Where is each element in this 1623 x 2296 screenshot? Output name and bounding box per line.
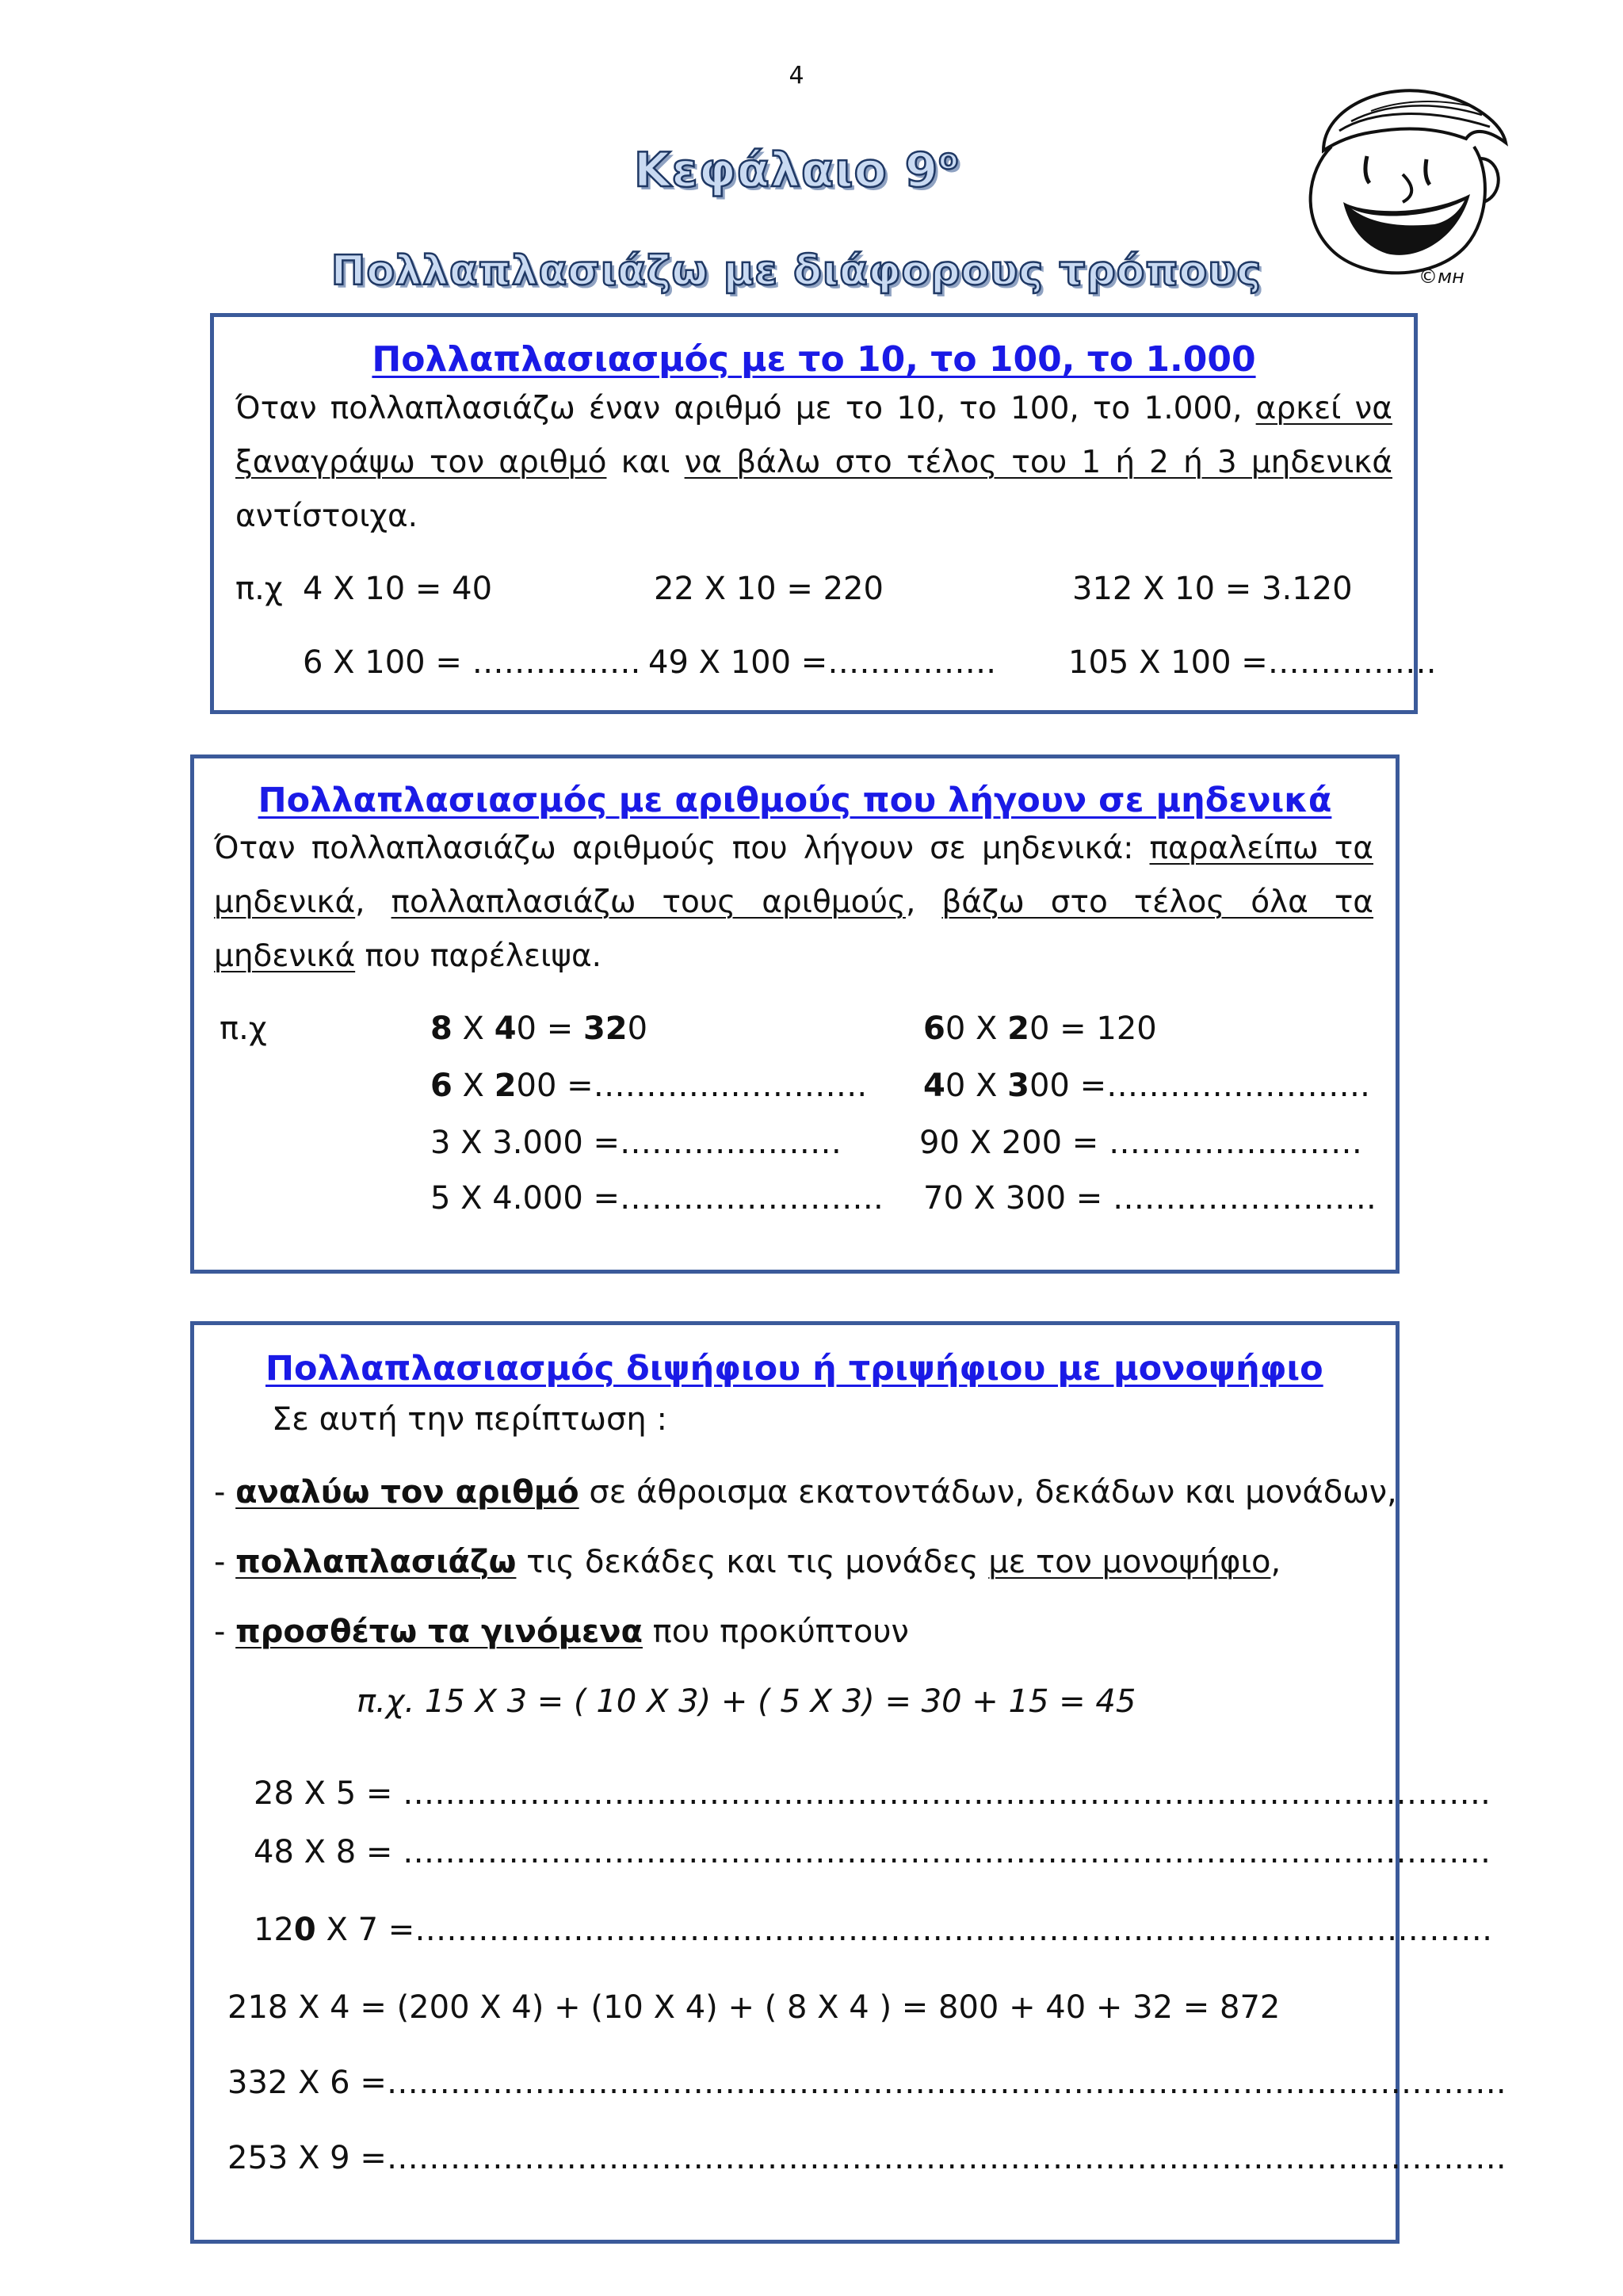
section3-step: [214, 1544, 1281, 1580]
section1-rule-text: [235, 382, 1392, 544]
plain-part: 0 = 120: [1029, 1010, 1157, 1047]
section2-exercise: [923, 1068, 1370, 1104]
section1-example: 22 X 10 = 220: [654, 571, 884, 607]
section2-text-part: που παρέλειψα.: [355, 938, 602, 974]
section3-example: π.χ. 15 X 3 = ( 10 X 3) + ( 5 X 3) = 30 + 15 = 45: [357, 1683, 1136, 1720]
chapter-superscript: ο: [938, 143, 960, 176]
bold-digit: 4: [494, 1010, 517, 1047]
section2-exercise: 3 X 3.000 =…………………: [430, 1125, 842, 1161]
section-multiply-numbers-ending-in-zeros: [190, 755, 1400, 1274]
page-number: 4: [789, 62, 804, 90]
plain-part: X: [452, 1010, 495, 1047]
section2-exercise: 70 X 300 = …………………….: [923, 1180, 1377, 1217]
plain-part: 0 X: [945, 1010, 1008, 1047]
section2-rule-text: [214, 822, 1373, 984]
section-multiply-two-three-digit-by-one-digit: [190, 1321, 1507, 2244]
section2-exercise: 5 X 4.000 =…………………….: [430, 1180, 884, 1217]
underlined-part: με τον μονοψήφιο: [988, 1544, 1271, 1580]
bold-underlined-part: πολλαπλασιάζω: [235, 1544, 517, 1580]
section2-eg-label: π.χ: [220, 1010, 267, 1047]
section1-exercise: 6 X 100 = …………….: [303, 644, 641, 681]
section2-example: [923, 1010, 1157, 1047]
plain-part: 00 =………….………….: [516, 1068, 868, 1104]
cartoon-face-illustration: [1276, 83, 1514, 289]
plain-part: τις δεκάδες και τις μονάδες: [516, 1544, 989, 1580]
signature-mark: ©мн: [1419, 266, 1465, 288]
section1-text-part: Όταν πολλαπλασιάζω έναν αριθμό με το 10, το 100, το 1.000,: [235, 391, 1256, 426]
bold-digit: 4: [923, 1068, 945, 1104]
section2-text-part: Όταν πολλαπλασιάζω αριθμούς που λήγουν σε μηδενικά:: [214, 831, 1150, 866]
plain-part: 0: [627, 1010, 648, 1047]
section3-exercise: 28 X 5 = ………………………………………………………………………………………….: [254, 1775, 1491, 1812]
bold-digit: 3: [1007, 1068, 1029, 1104]
plain-part: X 7 =…………………………………………………………………………………………: [315, 1912, 1493, 1948]
section3-exercise: [254, 1912, 1492, 1948]
section2-example: [430, 1010, 647, 1047]
dash: -: [214, 1474, 236, 1511]
chapter-subtitle: Πολλαπλασιάζω με διάφορους τρόπους: [330, 247, 1262, 295]
section2-text-part: ,: [355, 884, 391, 920]
bold-digit: 2: [494, 1068, 517, 1104]
plain-part: X: [452, 1068, 495, 1104]
bold-digit: 6: [923, 1010, 945, 1047]
section2-underlined-part: βάζω στο τέλος όλα τα μηδενικά: [214, 884, 1374, 974]
section3-step: [214, 1474, 1397, 1511]
plain-part: 00 =…………………….: [1029, 1068, 1370, 1104]
section1-underlined-part: να βάλω στο τέλος του 1 ή 2 ή 3 μηδενικά: [684, 445, 1393, 480]
plain-part: 12: [254, 1912, 294, 1948]
dash: -: [214, 1614, 236, 1650]
section3-worked-example: 218 X 4 = (200 X 4) + (10 X 4) + ( 8 X 4 ) = 800 + 40 + 32 = 872: [227, 1989, 1281, 2026]
section1-exercise: 105 X 100 =…………….: [1068, 644, 1437, 681]
bold-underlined-part: προσθέτω τα γινόμενα: [235, 1614, 643, 1650]
section1-exercise: 49 X 100 =…………….: [648, 644, 997, 681]
section3-exercise: 253 X 9 =…………………………………………………………………………………………….: [227, 2140, 1507, 2176]
section-multiply-by-10-100-1000: [210, 313, 1437, 714]
plain-part: ,: [1270, 1544, 1281, 1580]
section3-exercise: 332 X 6 =…………………………………………………………………………………………….: [227, 2065, 1507, 2101]
section1-example: 312 X 10 = 3.120: [1072, 571, 1353, 607]
section2-underlined-part: πολλαπλασιάζω τους αριθμούς: [391, 884, 906, 920]
section2-text-part: ,: [905, 884, 942, 920]
dash: -: [214, 1544, 236, 1580]
section1-example: 4 X 10 = 40: [303, 571, 493, 607]
section1-heading: Πολλαπλασιασμός με το 10, το 100, το 1.000: [372, 339, 1256, 380]
section2-exercise: [430, 1068, 867, 1104]
section3-heading: Πολλαπλασιασμός διψήφιου ή τριψήφιου με μονοψήφιο: [265, 1349, 1323, 1389]
bold-digit: 2: [1007, 1010, 1029, 1047]
section1-text-part: αντίστοιχα.: [235, 499, 418, 534]
section3-step: [214, 1614, 909, 1650]
bold-digit: 6: [430, 1068, 453, 1104]
bold-underlined-part: αναλύω τον αριθμό: [235, 1474, 579, 1511]
section1-eg-label: π.χ: [235, 571, 283, 607]
plain-part: σε άθροισμα εκατοντάδων, δεκάδων και μονάδων,: [579, 1474, 1397, 1511]
section1-text-part: και: [606, 445, 685, 480]
section2-heading: Πολλαπλασιασμός με αριθμούς που λήγουν σε μηδενικά: [258, 781, 1332, 820]
section3-exercise: 48 X 8 = ………………………………………………………………………………………….: [254, 1834, 1491, 1870]
plain-part: που προκύπτουν: [642, 1614, 909, 1650]
section2-exercise: 90 X 200 = ……………………: [919, 1125, 1363, 1161]
bold-digit: 0: [293, 1912, 316, 1948]
plain-part: 0 =: [516, 1010, 583, 1047]
section3-intro: Σε αυτή την περίπτωση :: [272, 1401, 667, 1438]
chapter-title-text: Κεφάλαιο 9: [633, 143, 939, 198]
section1-underlined-part: αρκεί να ξαναγράψω τον αριθμό: [235, 391, 1392, 480]
bold-digit: 32: [582, 1010, 628, 1047]
section2-underlined-part: παραλείπω τα μηδενικά: [214, 831, 1373, 920]
plain-part: 0 X: [945, 1068, 1008, 1104]
bold-digit: 8: [430, 1010, 453, 1047]
